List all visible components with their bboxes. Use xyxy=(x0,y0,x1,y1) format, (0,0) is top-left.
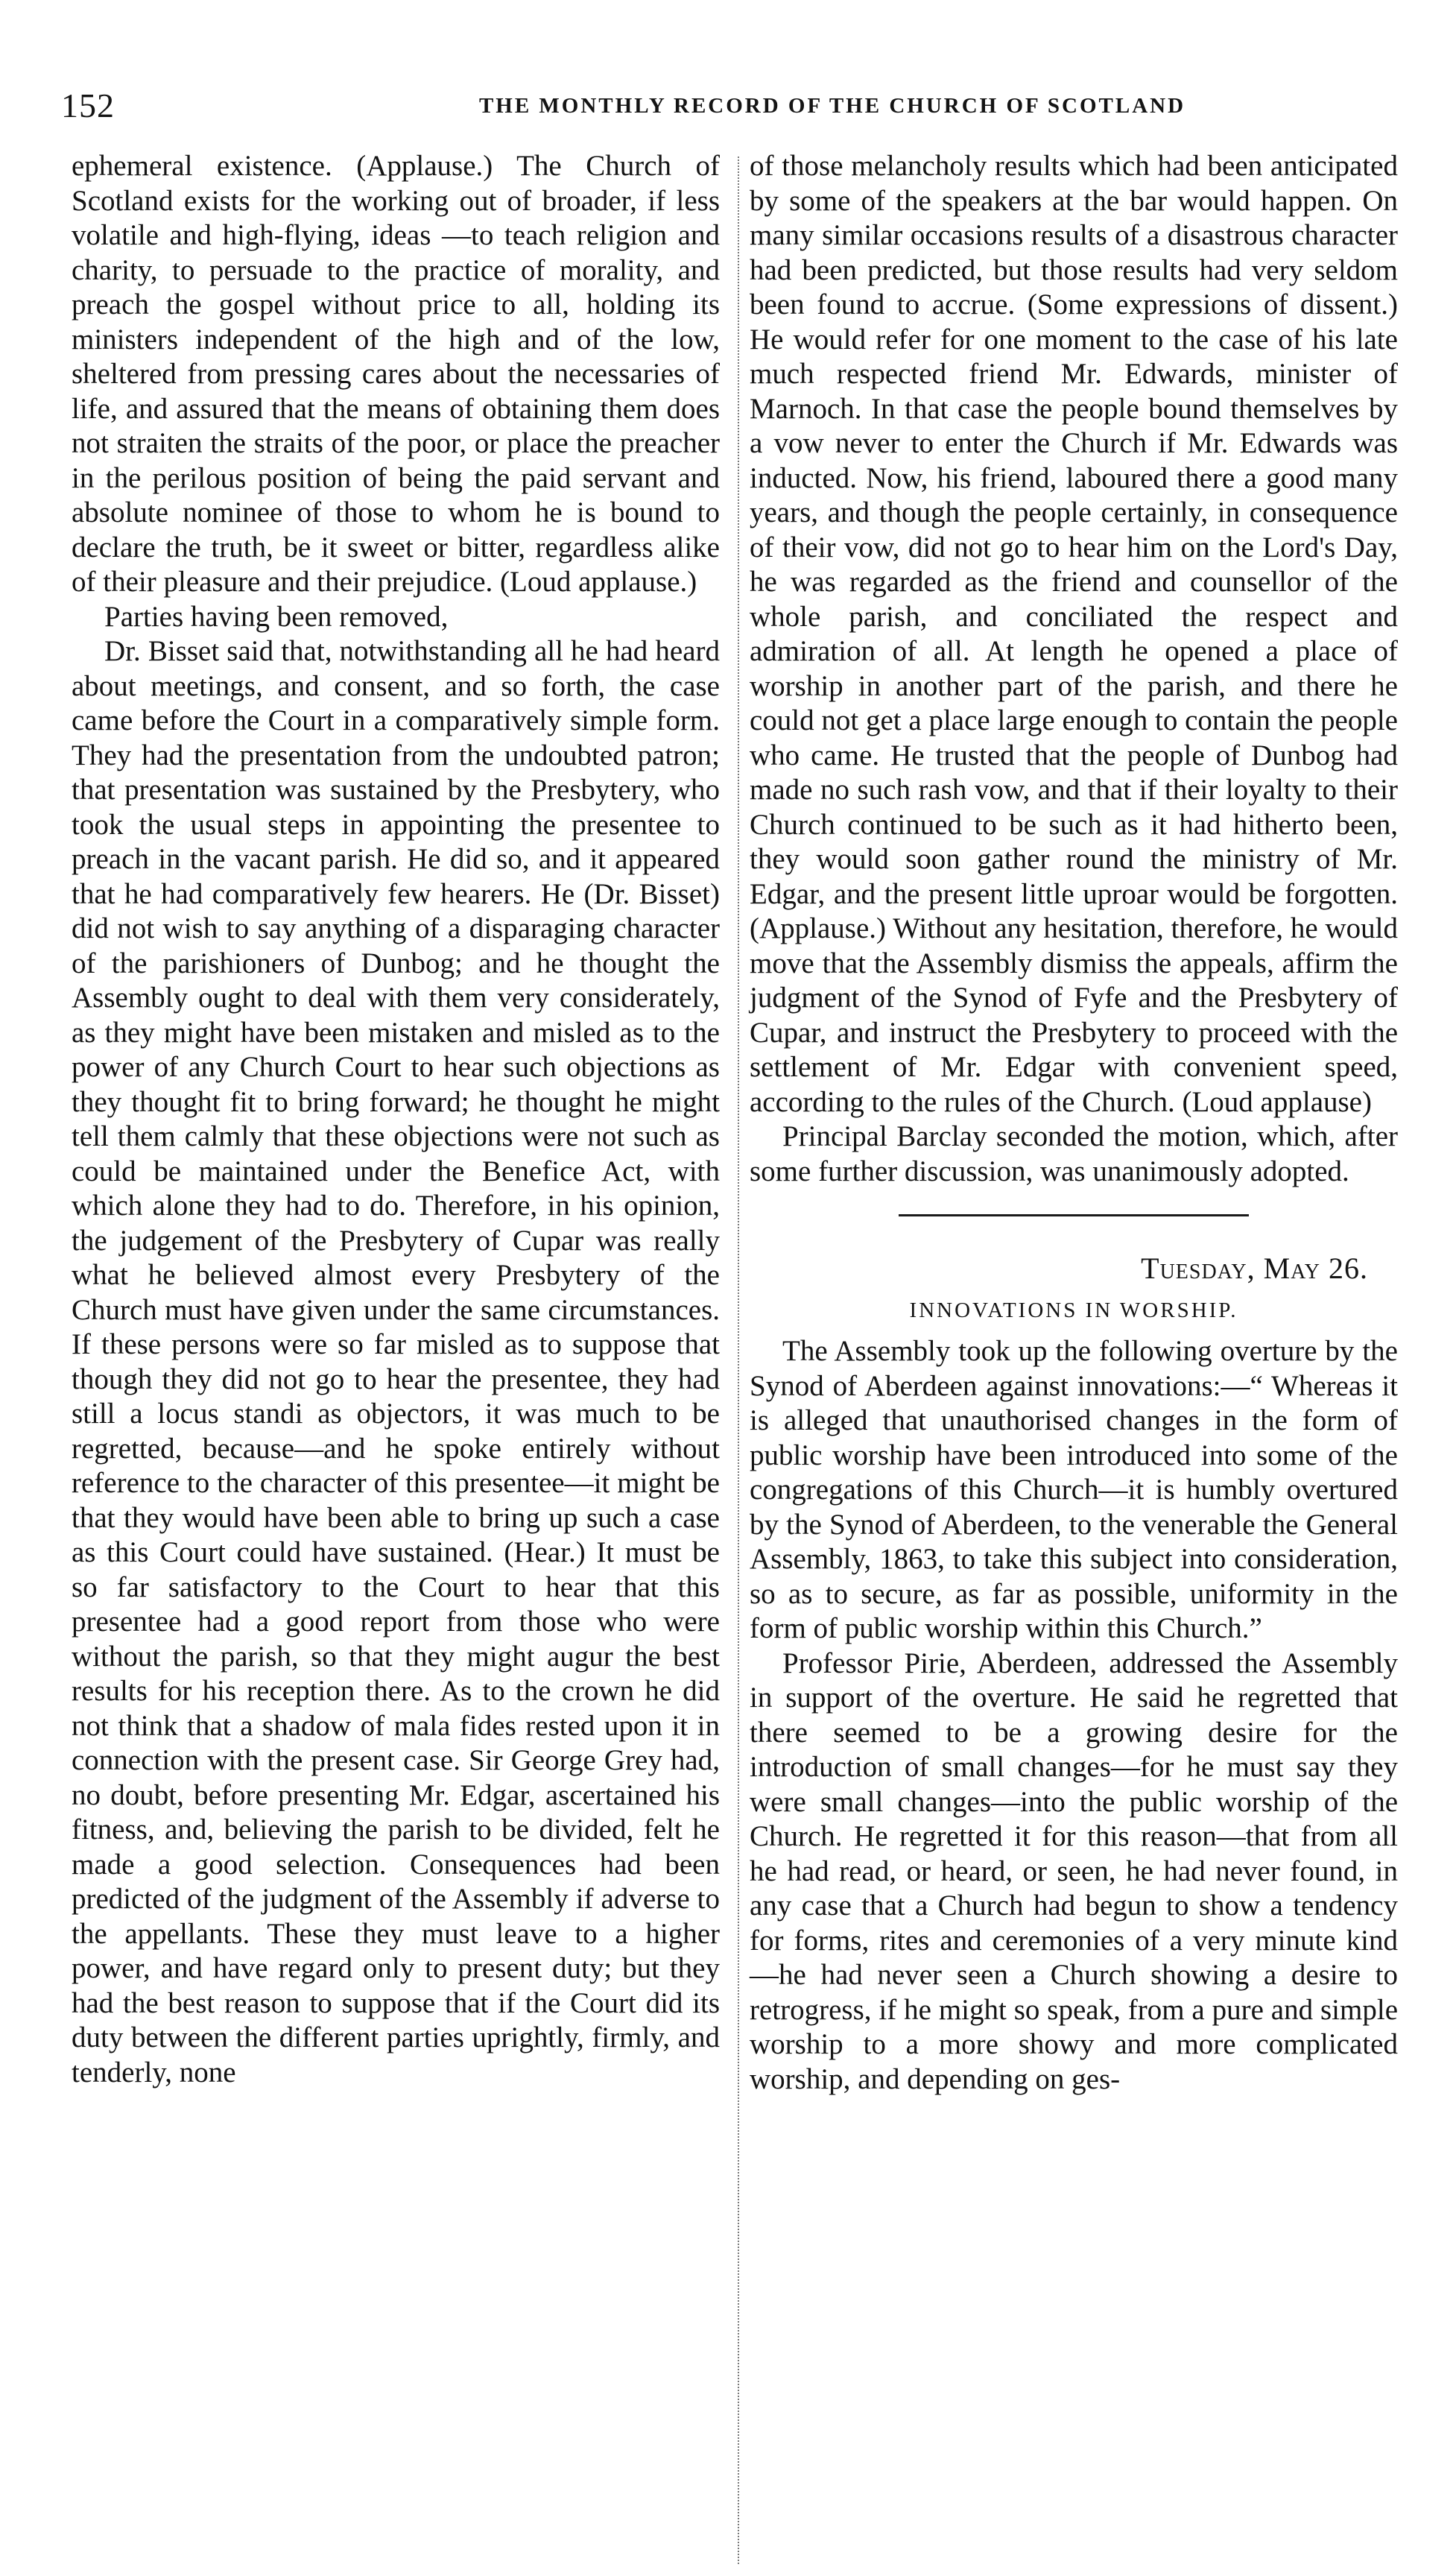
paragraph: ephemeral existence. (Applause.) The Church of Scotland exists for the working out of broader, if less volatile and high-flying, ideas —to teach religion and charity, to persuade to the practice of morality, and preach the gospel without price to all, holding its ministers independent of the high and of the low, sheltered from pressing cares about the necessaries of life, and assured that the means of obtaining them does not straiten the straits of the poor, or place the preacher in the perilous position of being the paid servant and absolute nominee of those to whom he is bound to declare the truth, be it sweet or bitter, regardless alike of their pleasure and their prejudice. (Loud applause.) xyxy=(72,150,720,598)
paragraph: Dr. Bisset said that, notwithstanding all he had heard about meetings, and consent, and so forth, the case came before the Court in a comparatively simple form. They had the presentation from the undoubted patron; that presentation was sustained by the Presbytery, who took the usual steps in appointing the presentee to preach in the vacant parish. He did so, and it appeared that he had comparatively few hearers. He (Dr. Bisset) did not wish to say anything of a disparaging character of the parishioners of Dunbog; and he thought the Assembly ought to deal with them very considerately, as they might have been mistaken and misled as to the power of any Church Court to hear such objections as they thought fit to bring forward; he thought he might tell them calmly that these objections were not such as could be maintained under the Benefice Act, with which alone they had to do. Therefore, in his opinion, the judgement of the Presbytery of Cupar was really what he believed almost every Presbytery of the Church must have given under the same circumstances. If these persons were so far misled as to suppose that though they did not go to hear the presentee, they had still a locus standi as objectors, it was much to be regretted, because—and he spoke entirely without reference to the character of this presentee—it might be that they would have been able to bring up such a case as this Court could have sustained. (Hear.) It must be so far satisfactory to the Court to hear that this presentee had a good report from those who were without the parish, so that they might augur the best results for his reception there. As to the crown he did not think that a shadow of mala fides rested upon it in connection with the present case. Sir George Grey had, no doubt, before presenting Mr. Edgar, ascertained his fitness, and, believing the parish to be divided, felt he made a good selection. Consequences had been predicted of the judgment of the Assembly if adverse to the appellants. These they must leave to a higher power, and have regard only to present duty; but they had the best reason to suppose that if the Court did its duty between the different parties uprightly, firmly, and tenderly, none xyxy=(72,635,720,2089)
paragraph: The Assembly took up the following overture by the Synod of Aberdeen against innovations:—“ Whereas it is alleged that unauthorised changes in the form of public worship have been introduced into some of the congregations of this Church—it is humbly overtured by the Synod of Aberdeen, to the venerable the General Assembly, 1863, to take this subject into consideration, so as to secure, as far as possible, uniformity in the form of public worship within this Church.” xyxy=(750,1335,1398,1644)
section-heading: INNOVATIONS IN WORSHIP. xyxy=(909,1298,1238,1322)
section-divider xyxy=(899,1214,1249,1216)
section-date: Tuesday, May 26. xyxy=(1141,1251,1368,1285)
left-column xyxy=(72,149,720,2090)
paragraph: of those melancholy results which had been anticipated by some of the speakers at the bar would happen. On many similar occasions results of a disastrous character had been predicted, but those results had very seldom been found to accrue. (Some expressions of dissent.) He would refer for one moment to the case of his late much respected friend Mr. Edwards, minister of Marnoch. In that case the people bound themselves by a vow never to enter the Church if Mr. Edwards was inducted. Now, his friend, laboured there a good many years, and though the people certainly, in consequence of their vow, did not go to hear him on the Lord's Day, he was regarded as the friend and counsellor of the whole parish, and conciliated the respect and admiration of all. At length he opened a place of worship in another part of the parish, and there he could not get a place large enough to contain the people who came. He trusted that the people of Dunbog had made no such rash vow, and that if their loyalty to their Church continued to be such as it had hitherto been, they would soon gather round the ministry of Mr. Edgar, and the present little uproar would be forgotten. (Applause.) Without any hesitation, therefore, he would move that the Assembly dismiss the appeals, affirm the judgment of the Synod of Fyfe and the Presbytery of Cupar, and instruct the Presbytery to proceed with the settlement of Mr. Edgar with convenient speed, according to the rules of the Church. (Loud applause) xyxy=(750,150,1398,1118)
paragraph: Parties having been removed, xyxy=(104,600,449,633)
paragraph: Professor Pirie, Aberdeen, addressed the Assembly in support of the overture. He said he regretted that there seemed to be a growing desire for the introduction of small changes—for he must say they were small changes—into the public worship of the Church. He regretted it for this reason—that from all he had read, or heard, or seen, he had never found, in any case that a Church had begun to show a tendency for forms, rites and ceremonies of a very minute kind—he had never seen a Church showing a desire to retrogress, if he might so speak, from a pure and simple worship to a more showy and more complicated worship, and depending on ges- xyxy=(750,1647,1398,2095)
running-title: THE MONTHLY RECORD OF THE CHURCH OF SCOTLAND xyxy=(478,94,1186,118)
paragraph: Principal Barclay seconded the motion, which, after some further discussion, was unanimously adopted. xyxy=(750,1120,1398,1187)
column-divider xyxy=(738,157,739,2564)
page-header xyxy=(61,83,1432,128)
page-number: 152 xyxy=(61,86,115,124)
right-column xyxy=(750,149,1398,2097)
